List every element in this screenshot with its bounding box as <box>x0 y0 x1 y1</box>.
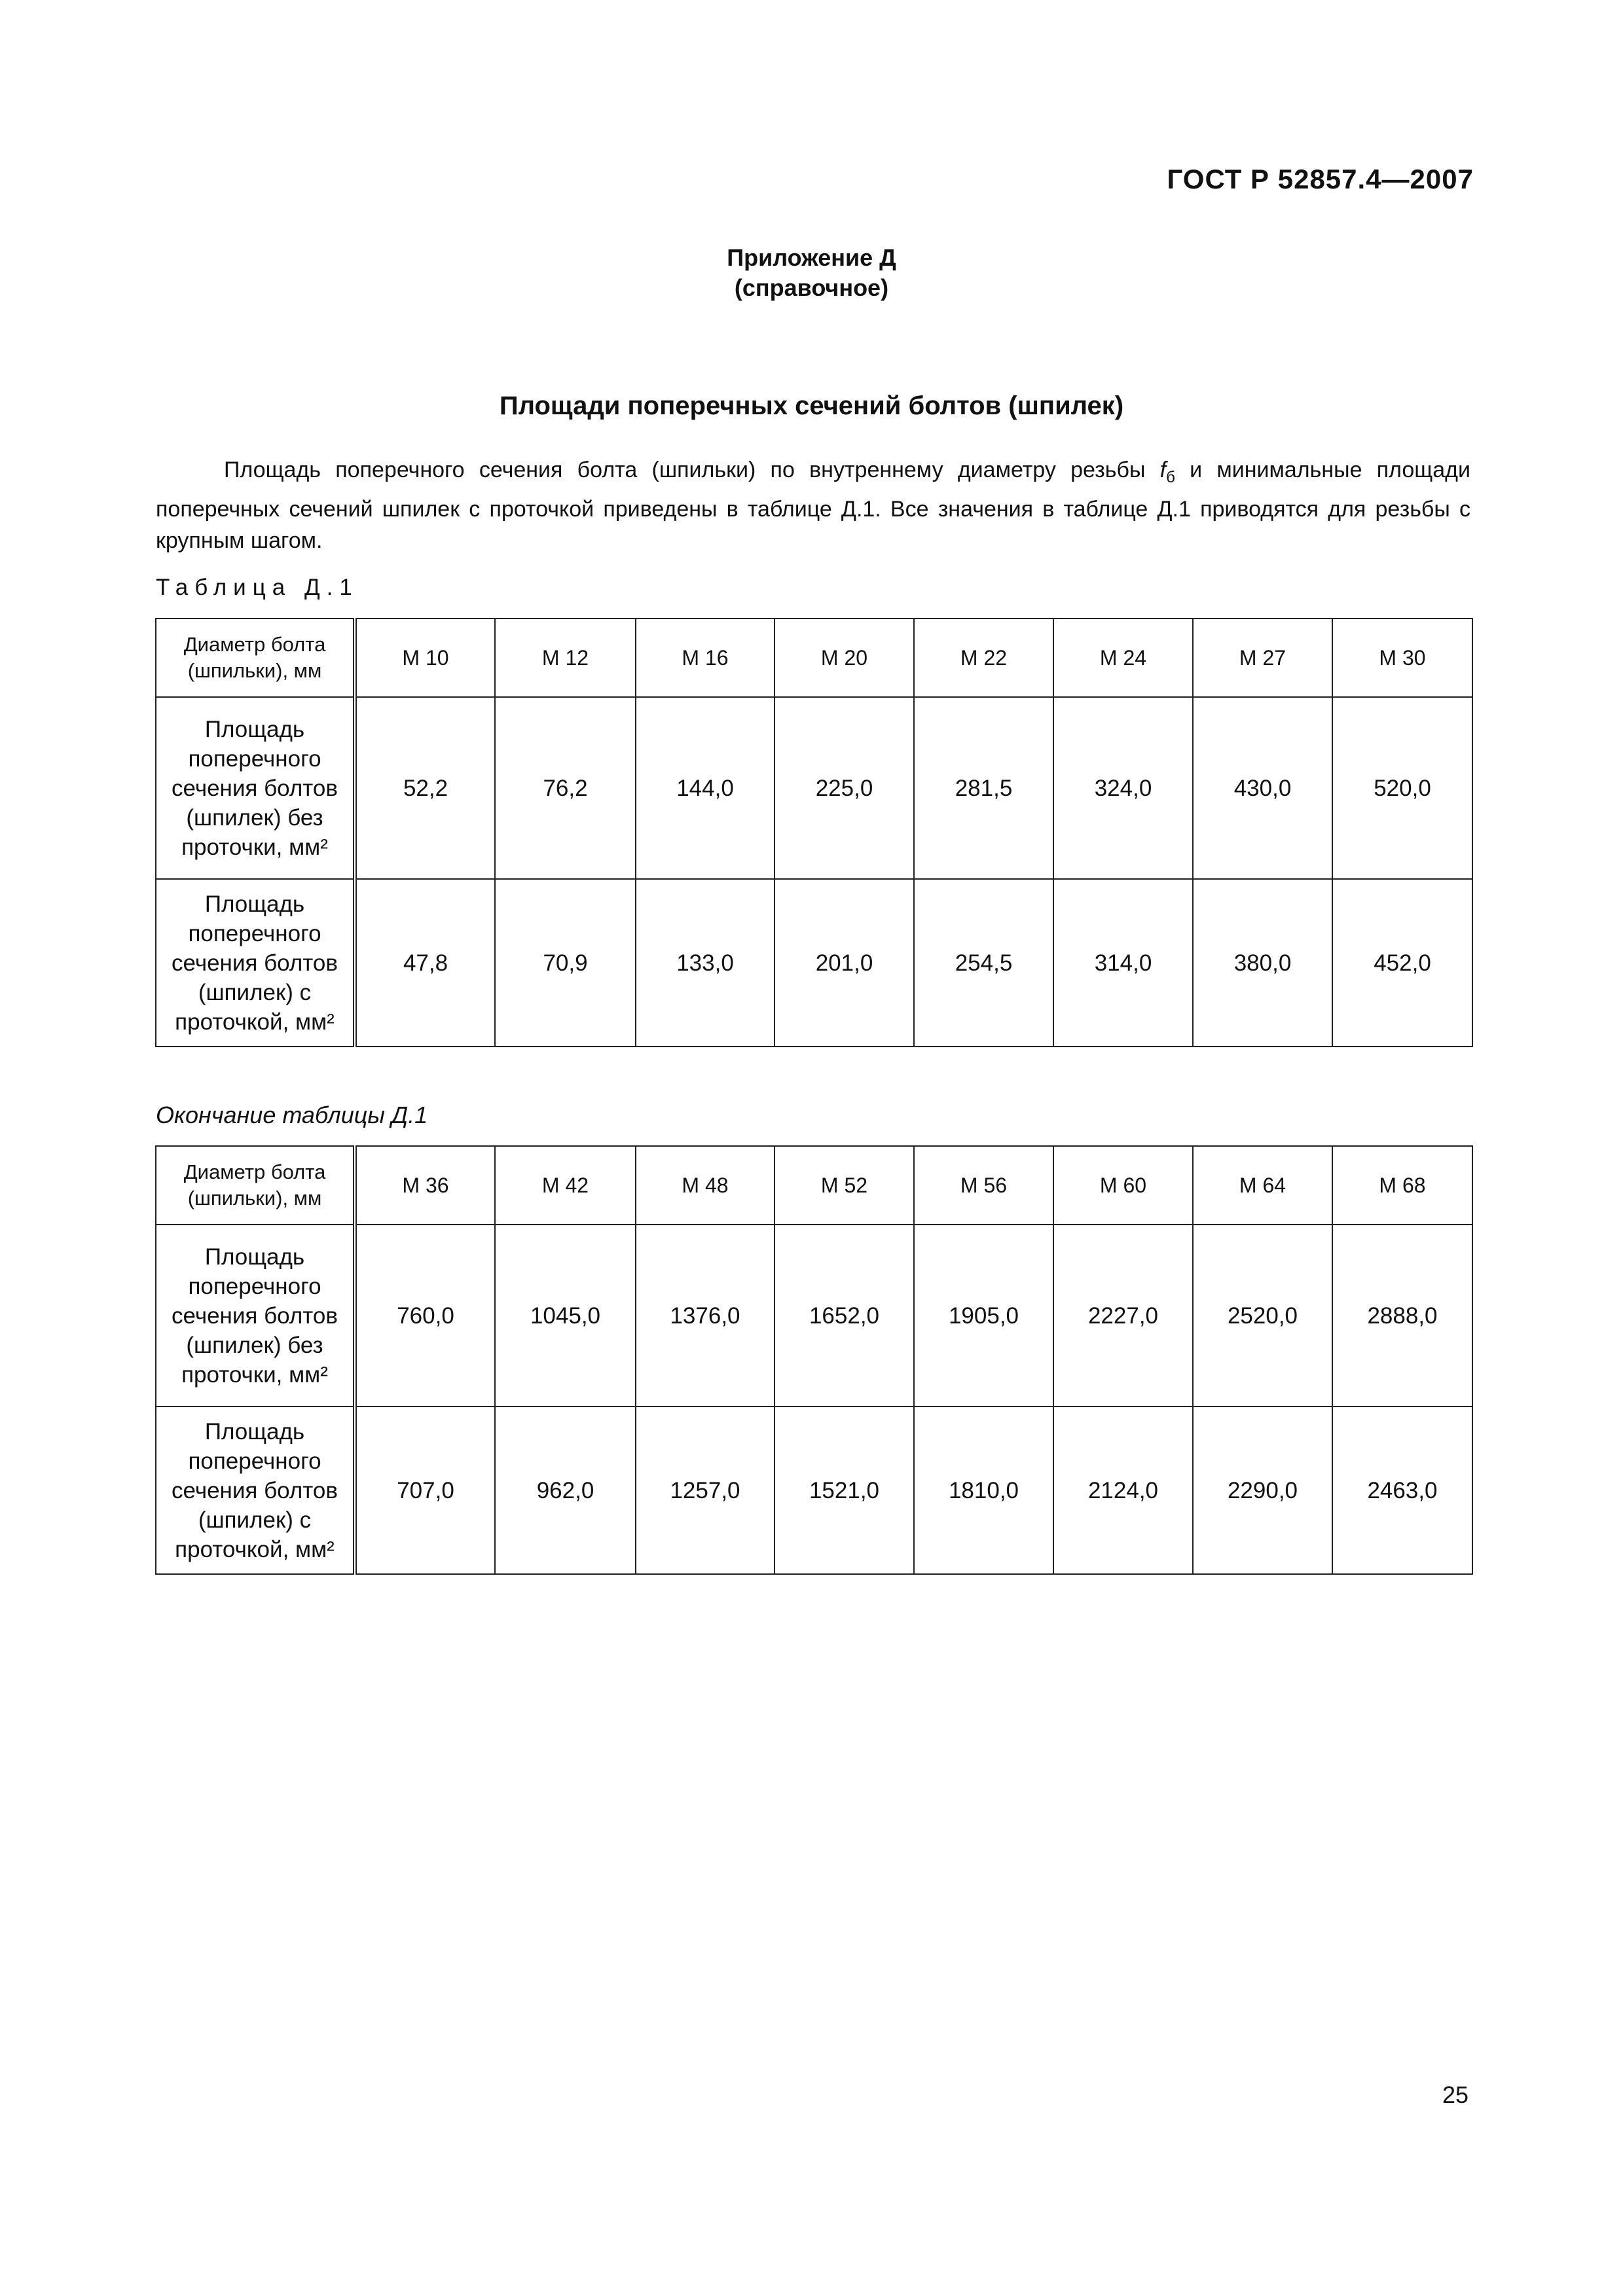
thread-symbol-sub: б <box>1166 468 1175 486</box>
row-header-without-groove: Площадь поперечного сечения болтов (шпилек) без проточки, мм² <box>156 1225 355 1407</box>
document-number: ГОСТ Р 52857.4—2007 <box>1167 164 1474 194</box>
diameter-cell: М 36 <box>355 1146 495 1225</box>
area-cell: 1376,0 <box>636 1225 775 1407</box>
diameter-cell: М 30 <box>1332 619 1472 697</box>
area-cell: 520,0 <box>1332 697 1472 879</box>
area-cell: 452,0 <box>1332 879 1472 1047</box>
area-cell: 760,0 <box>355 1225 495 1407</box>
table-row <box>156 1225 1472 1407</box>
paragraph-part1: Площадь поперечного сечения болта (шпильки) по внутреннему диаметру резьбы <box>224 457 1160 482</box>
table-continuation-caption: Окончание таблицы Д.1 <box>156 1102 428 1128</box>
area-cell: 70,9 <box>495 879 636 1047</box>
diameter-cell: М 24 <box>1053 619 1193 697</box>
bolt-area-table-continuation <box>155 1145 1473 1575</box>
diameter-cell: М 52 <box>775 1146 914 1225</box>
bolt-area-table <box>155 618 1473 1047</box>
area-cell: 2290,0 <box>1193 1407 1332 1574</box>
row-header-diameter: Диаметр болта (шпильки), мм <box>156 619 355 697</box>
page-number: 25 <box>1442 2081 1468 2108</box>
area-cell: 2888,0 <box>1332 1225 1472 1407</box>
table-row <box>156 879 1472 1047</box>
thread-symbol: f <box>1159 457 1167 482</box>
area-cell: 2227,0 <box>1053 1225 1193 1407</box>
diameter-cell: М 56 <box>914 1146 1053 1225</box>
area-cell: 1810,0 <box>914 1407 1053 1574</box>
area-cell: 76,2 <box>495 697 636 879</box>
area-cell: 225,0 <box>775 697 914 879</box>
area-cell: 47,8 <box>355 879 495 1047</box>
table-row <box>156 1407 1472 1574</box>
area-cell: 314,0 <box>1053 879 1193 1047</box>
table1-caption: Таблица Д.1 <box>156 575 359 600</box>
paragraph-part2: и минимальные площади поперечных сечений шпилек с проточкой приведены в таблице Д.1. Все значения в таблице Д.1 приводятся для резьбы с крупным шагом. <box>156 457 1471 553</box>
area-cell: 380,0 <box>1193 879 1332 1047</box>
diameter-cell: М 64 <box>1193 1146 1332 1225</box>
row-header-diameter: Диаметр болта (шпильки), мм <box>156 1146 355 1225</box>
diameter-cell: М 27 <box>1193 619 1332 697</box>
area-cell: 2124,0 <box>1053 1407 1193 1574</box>
annex-subtitle: (справочное) <box>734 274 889 301</box>
diameter-cell: М 22 <box>914 619 1053 697</box>
diameter-cell: М 68 <box>1332 1146 1472 1225</box>
diameter-cell: М 48 <box>636 1146 775 1225</box>
diameter-cell: М 60 <box>1053 1146 1193 1225</box>
diameter-cell: М 16 <box>636 619 775 697</box>
section-title: Площади поперечных сечений болтов (шпилек) <box>499 391 1124 420</box>
annex-title: Приложение Д <box>727 244 896 271</box>
area-cell: 962,0 <box>495 1407 636 1574</box>
area-cell: 430,0 <box>1193 697 1332 879</box>
table-row <box>156 1146 1472 1225</box>
area-cell: 52,2 <box>355 697 495 879</box>
area-cell: 2520,0 <box>1193 1225 1332 1407</box>
diameter-cell: М 12 <box>495 619 636 697</box>
area-cell: 2463,0 <box>1332 1407 1472 1574</box>
intro-paragraph <box>156 454 1470 556</box>
diameter-cell: М 20 <box>775 619 914 697</box>
area-cell: 1905,0 <box>914 1225 1053 1407</box>
diameter-cell: М 10 <box>355 619 495 697</box>
area-cell: 1045,0 <box>495 1225 636 1407</box>
table-row <box>156 619 1472 697</box>
area-cell: 324,0 <box>1053 697 1193 879</box>
area-cell: 144,0 <box>636 697 775 879</box>
row-header-with-groove: Площадь поперечного сечения болтов (шпилек) с проточкой, мм² <box>156 1407 355 1574</box>
area-cell: 707,0 <box>355 1407 495 1574</box>
diameter-cell: М 42 <box>495 1146 636 1225</box>
row-header-without-groove: Площадь поперечного сечения болтов (шпилек) без проточки, мм² <box>156 697 355 879</box>
area-cell: 254,5 <box>914 879 1053 1047</box>
table-row <box>156 697 1472 879</box>
area-cell: 1521,0 <box>775 1407 914 1574</box>
area-cell: 281,5 <box>914 697 1053 879</box>
area-cell: 1257,0 <box>636 1407 775 1574</box>
area-cell: 1652,0 <box>775 1225 914 1407</box>
area-cell: 133,0 <box>636 879 775 1047</box>
area-cell: 201,0 <box>775 879 914 1047</box>
row-header-with-groove: Площадь поперечного сечения болтов (шпилек) с проточкой, мм² <box>156 879 355 1047</box>
